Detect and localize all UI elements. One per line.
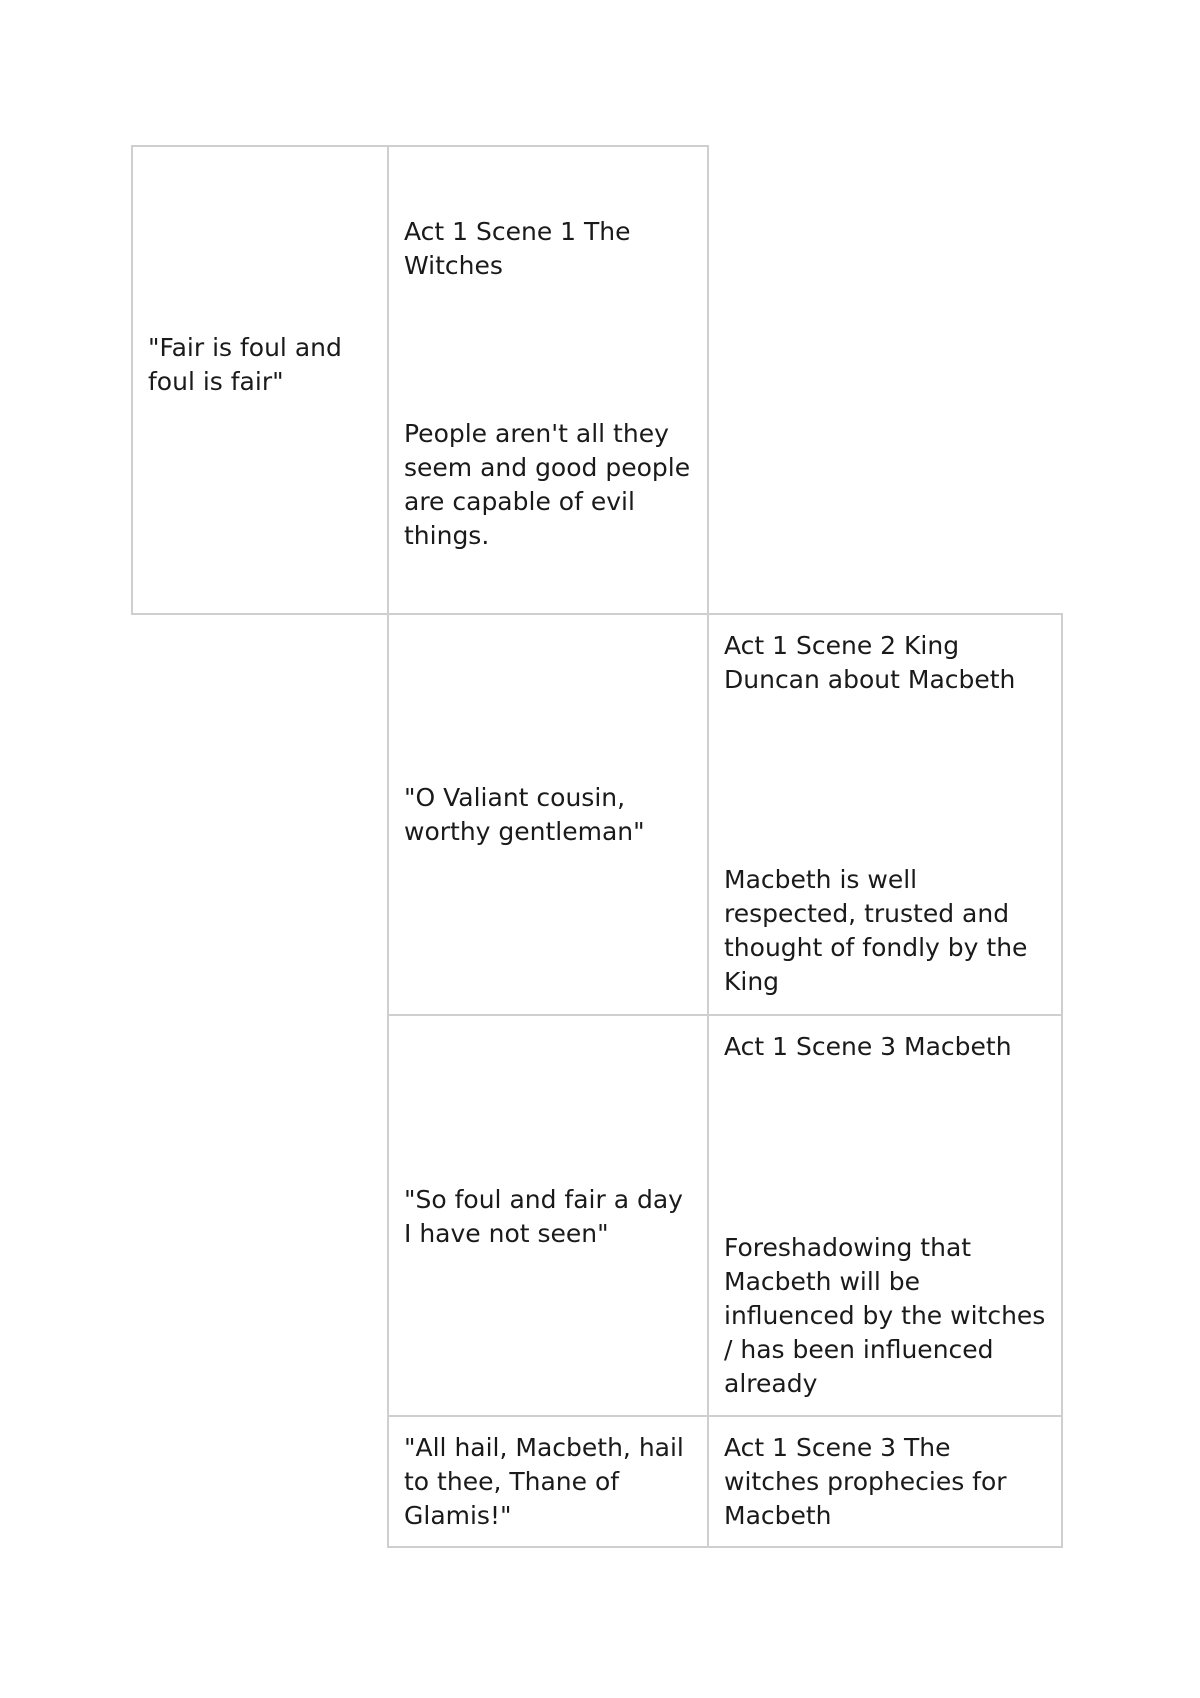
scene-label: Act 1 Scene 1 The Witches <box>404 217 631 280</box>
quote-card-2 <box>387 613 709 1016</box>
scene-card-4 <box>707 1415 1063 1548</box>
quote-card-3 <box>387 1014 709 1417</box>
quote-card-1 <box>131 145 389 615</box>
quote-text: "So foul and fair a day I have not seen" <box>404 1185 683 1248</box>
scene-label: Act 1 Scene 3 Macbeth <box>724 1032 1012 1061</box>
quote-card-4 <box>387 1415 709 1548</box>
scene-label: Act 1 Scene 2 King Duncan about Macbeth <box>724 631 1016 694</box>
scene-label: Act 1 Scene 3 The witches prophecies for Macbeth <box>724 1433 1007 1530</box>
quote-text: "O Valiant cousin, worthy gentleman" <box>404 783 645 846</box>
meaning-text: Macbeth is well respected, trusted and thought of fondly by the King <box>724 865 1028 996</box>
meaning-text: Foreshadowing that Macbeth will be influenced by the witches / has been influenced already <box>724 1233 1046 1398</box>
scene-card-1 <box>387 145 709 615</box>
quote-text: "Fair is foul and foul is fair" <box>148 333 342 396</box>
meaning-text: People aren't all they seem and good people are capable of evil things. <box>404 419 691 550</box>
scene-card-3 <box>707 1014 1063 1417</box>
scene-card-2 <box>707 613 1063 1016</box>
quote-text: "All hail, Macbeth, hail to thee, Thane of Glamis!" <box>404 1433 684 1530</box>
